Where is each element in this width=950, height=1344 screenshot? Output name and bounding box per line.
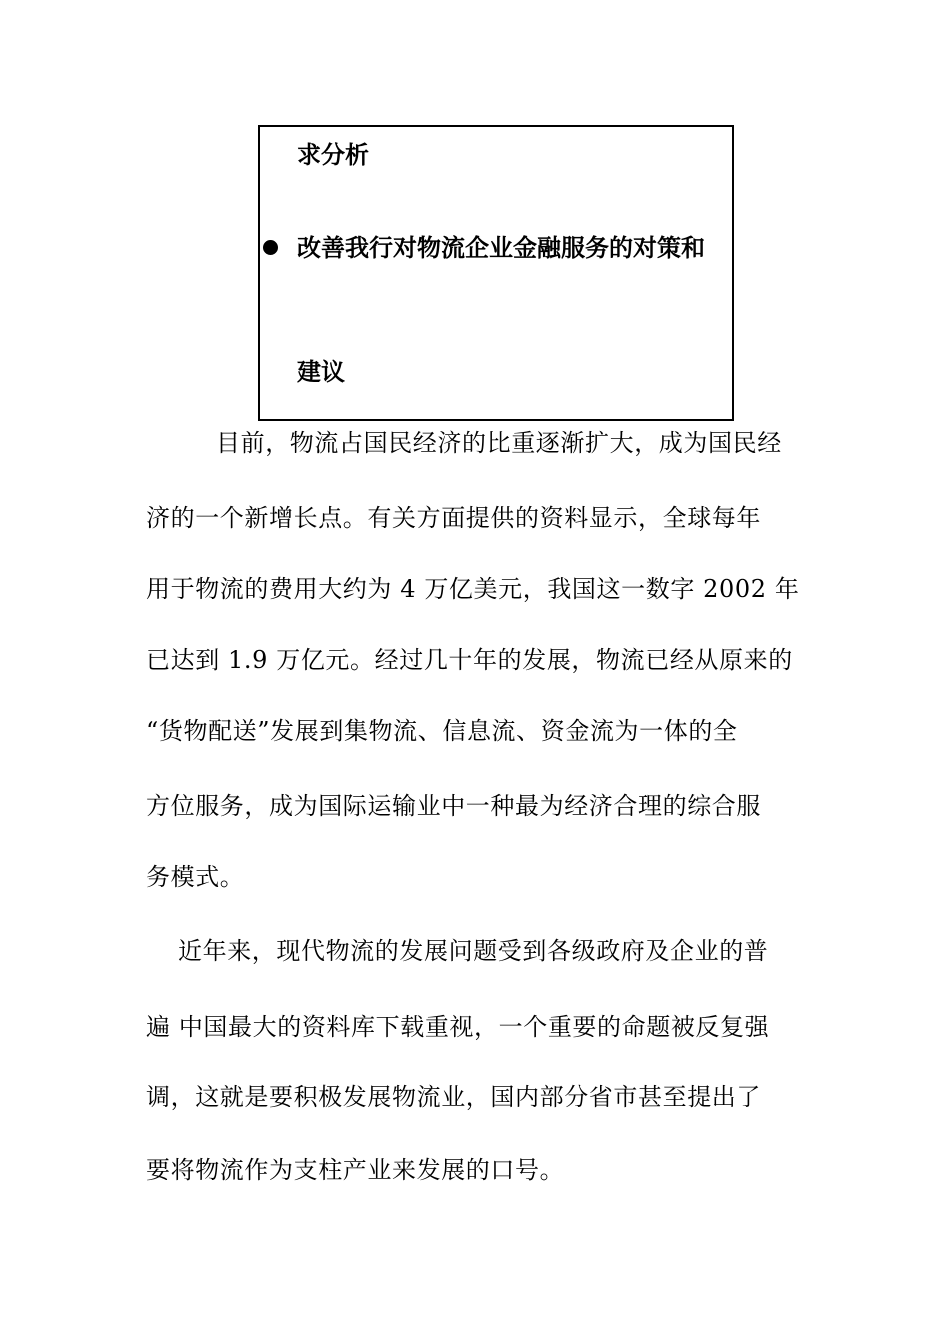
paragraph-line: 务模式。 (146, 863, 245, 891)
paragraph-line: 近年来，现代物流的发展问题受到各级政府及企业的普 (178, 937, 769, 965)
outline-box (258, 125, 734, 421)
outline-line-3: 建议 (297, 358, 345, 386)
paragraph-line: 调，这就是要积极发展物流业，国内部分省市甚至提出了 (146, 1083, 761, 1111)
paragraph-line: 已达到 1.9 万亿元。经过几十年的发展，物流已经从原来的 (146, 646, 793, 674)
paragraph-line: 目前，物流占国民经济的比重逐渐扩大，成为国民经 (216, 429, 782, 457)
paragraph-line: 济的一个新增长点。有关方面提供的资料显示，全球每年 (146, 504, 761, 532)
outline-line-1: 求分析 (297, 141, 369, 169)
bullet-icon (263, 240, 278, 255)
paragraph-line: 方位服务，成为国际运输业中一种最为经济合理的综合服 (146, 792, 761, 820)
paragraph-line: 要将物流作为支柱产业来发展的口号。 (146, 1156, 565, 1184)
paragraph-line: 用于物流的费用大约为 4 万亿美元，我国这一数字 2002 年 (146, 575, 800, 603)
outline-line-2: 改善我行对物流企业金融服务的对策和 (297, 234, 705, 262)
paragraph-line: “货物配送”发展到集物流、信息流、资金流为一体的全 (146, 717, 738, 745)
paragraph-line: 遍 中国最大的资料库下载重视，一个重要的命题被反复强 (146, 1013, 770, 1041)
